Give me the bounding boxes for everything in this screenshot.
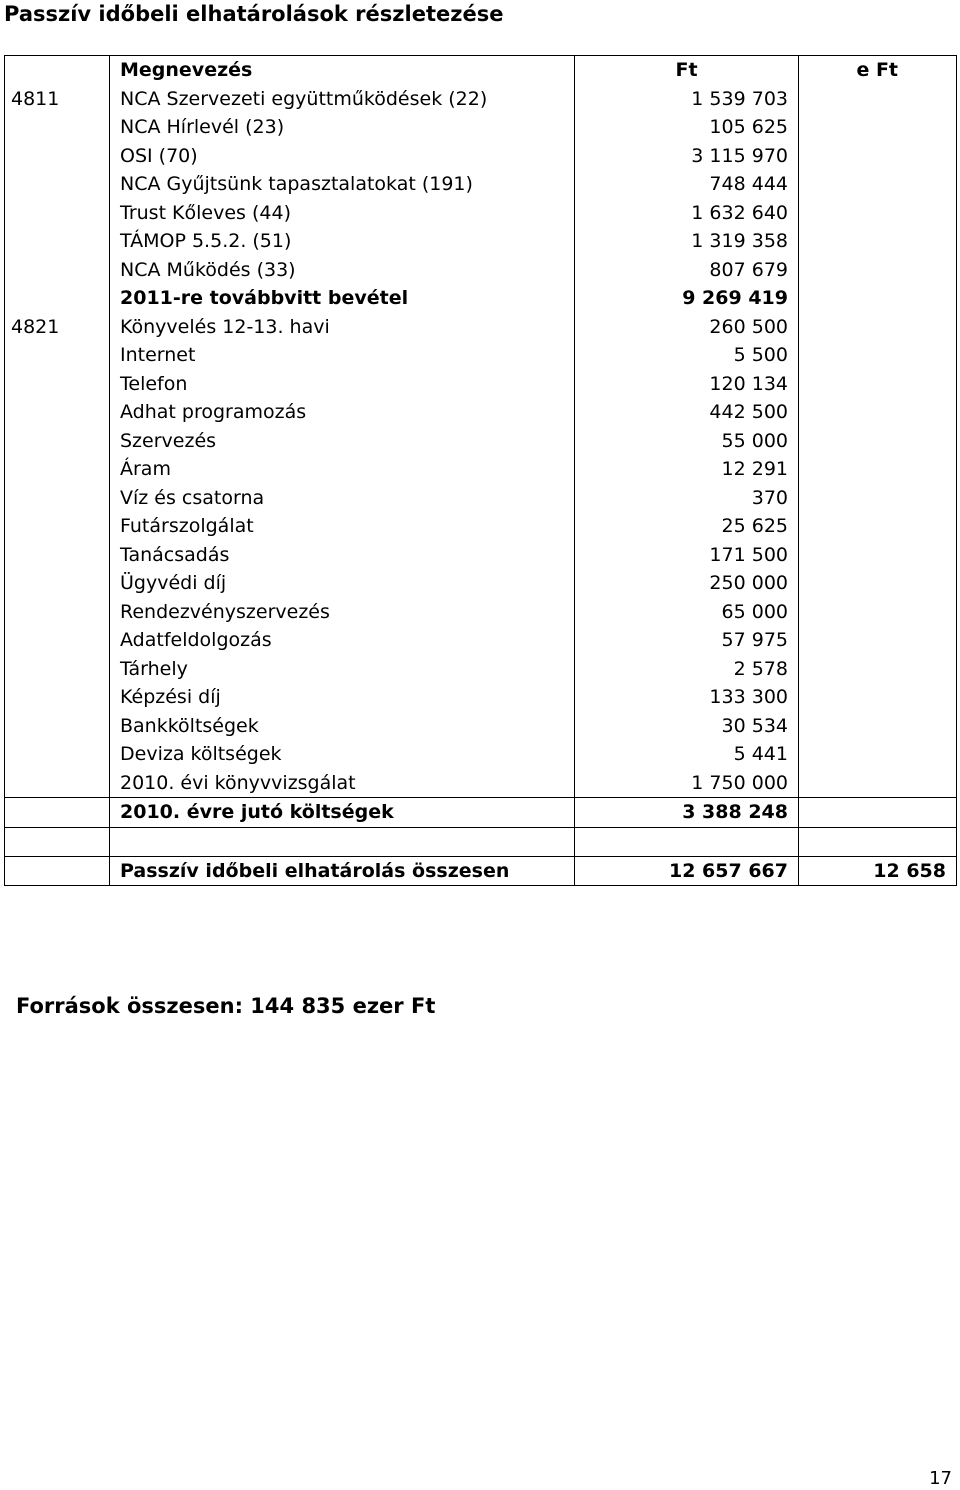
ft-cell: 105 625 <box>575 113 799 142</box>
table-header-row <box>5 56 957 85</box>
name-cell: 2010. évi könyvvizsgálat <box>110 769 575 798</box>
table-row <box>5 769 957 798</box>
name-cell: Trust Kőleves (44) <box>110 199 575 228</box>
name-cell: Futárszolgálat <box>110 512 575 541</box>
ft-cell: 25 625 <box>575 512 799 541</box>
account-cell <box>5 341 110 370</box>
eft-cell <box>799 142 957 171</box>
account-cell <box>5 798 110 828</box>
name-cell: NCA Hírlevél (23) <box>110 113 575 142</box>
total-row <box>5 857 957 886</box>
ft-cell: 1 750 000 <box>575 769 799 798</box>
name-cell: OSI (70) <box>110 142 575 171</box>
account-cell <box>5 541 110 570</box>
ft-cell: 120 134 <box>575 370 799 399</box>
account-cell <box>5 569 110 598</box>
ft-cell: 3 388 248 <box>575 798 799 828</box>
account-cell <box>5 455 110 484</box>
eft-cell <box>799 769 957 798</box>
table-row <box>5 712 957 741</box>
table-row <box>5 341 957 370</box>
total-eft-cell: 12 658 <box>799 857 957 886</box>
name-cell: Ügyvédi díj <box>110 569 575 598</box>
ft-cell: 9 269 419 <box>575 284 799 313</box>
ft-cell: 5 441 <box>575 740 799 769</box>
eft-cell <box>799 199 957 228</box>
table-row <box>5 655 957 684</box>
ft-cell: 65 000 <box>575 598 799 627</box>
eft-cell <box>799 626 957 655</box>
table-row <box>5 113 957 142</box>
ft-cell: 57 975 <box>575 626 799 655</box>
account-cell <box>5 740 110 769</box>
eft-cell <box>799 341 957 370</box>
table-row <box>5 484 957 513</box>
account-cell: 4811 <box>5 85 110 114</box>
name-cell: Víz és csatorna <box>110 484 575 513</box>
account-cell <box>5 484 110 513</box>
eft-cell <box>799 370 957 399</box>
table-row <box>5 370 957 399</box>
table-row <box>5 683 957 712</box>
eft-cell <box>799 683 957 712</box>
account-cell <box>5 683 110 712</box>
name-cell: Könyvelés 12-13. havi <box>110 313 575 342</box>
ft-cell: 442 500 <box>575 398 799 427</box>
spacer-row <box>5 827 957 857</box>
account-cell <box>5 142 110 171</box>
table-row <box>5 598 957 627</box>
eft-cell <box>799 541 957 570</box>
table-row <box>5 313 957 342</box>
account-cell <box>5 113 110 142</box>
page-number: 17 <box>929 1468 952 1489</box>
account-cell <box>5 712 110 741</box>
ft-cell: 250 000 <box>575 569 799 598</box>
sources-total: Források összesen: 144 835 ezer Ft <box>16 994 436 1018</box>
page-title: Passzív időbeli elhatárolások részletezése <box>4 2 504 26</box>
account-cell <box>5 370 110 399</box>
ft-cell: 2 578 <box>575 655 799 684</box>
table-row <box>5 455 957 484</box>
account-cell <box>5 655 110 684</box>
name-cell: Rendezvényszervezés <box>110 598 575 627</box>
table-row <box>5 227 957 256</box>
header-account <box>5 56 110 85</box>
account-cell <box>5 199 110 228</box>
ft-cell: 1 539 703 <box>575 85 799 114</box>
ft-cell: 30 534 <box>575 712 799 741</box>
account-cell: 4821 <box>5 313 110 342</box>
name-cell: Áram <box>110 455 575 484</box>
table-row <box>5 398 957 427</box>
ft-cell: 12 291 <box>575 455 799 484</box>
name-cell: Bankköltségek <box>110 712 575 741</box>
total-name-cell: Passzív időbeli elhatárolás összesen <box>110 857 575 886</box>
name-cell: Tanácsadás <box>110 541 575 570</box>
ft-cell: 370 <box>575 484 799 513</box>
name-cell: Telefon <box>110 370 575 399</box>
ft-cell: 1 632 640 <box>575 199 799 228</box>
ft-cell: 748 444 <box>575 170 799 199</box>
table-row <box>5 199 957 228</box>
name-cell: 2011-re továbbvitt bevétel <box>110 284 575 313</box>
account-cell <box>5 398 110 427</box>
eft-cell <box>799 569 957 598</box>
account-cell <box>5 769 110 798</box>
spacer-cell <box>575 827 799 857</box>
eft-cell <box>799 712 957 741</box>
eft-cell <box>799 427 957 456</box>
eft-cell <box>799 655 957 684</box>
accruals-table <box>4 55 957 886</box>
subtotal-row <box>5 798 957 828</box>
table-row <box>5 427 957 456</box>
name-cell: Képzési díj <box>110 683 575 712</box>
spacer-cell <box>5 827 110 857</box>
name-cell: Deviza költségek <box>110 740 575 769</box>
name-cell: Adhat programozás <box>110 398 575 427</box>
eft-cell <box>799 512 957 541</box>
eft-cell <box>799 484 957 513</box>
name-cell: NCA Gyűjtsünk tapasztalatokat (191) <box>110 170 575 199</box>
account-cell <box>5 284 110 313</box>
account-cell <box>5 598 110 627</box>
ft-cell: 807 679 <box>575 256 799 285</box>
eft-cell <box>799 740 957 769</box>
ft-cell: 55 000 <box>575 427 799 456</box>
ft-cell: 133 300 <box>575 683 799 712</box>
name-cell: TÁMOP 5.5.2. (51) <box>110 227 575 256</box>
eft-cell <box>799 227 957 256</box>
name-cell: NCA Működés (33) <box>110 256 575 285</box>
table-row <box>5 170 957 199</box>
spacer-cell <box>799 827 957 857</box>
ft-cell: 5 500 <box>575 341 799 370</box>
eft-cell <box>799 398 957 427</box>
table-row <box>5 512 957 541</box>
account-cell <box>5 256 110 285</box>
account-cell <box>5 512 110 541</box>
total-ft-cell: 12 657 667 <box>575 857 799 886</box>
table-row <box>5 569 957 598</box>
eft-cell <box>799 798 957 828</box>
ft-cell: 171 500 <box>575 541 799 570</box>
table-row <box>5 142 957 171</box>
table-row <box>5 740 957 769</box>
eft-cell <box>799 284 957 313</box>
account-cell <box>5 626 110 655</box>
name-cell: Internet <box>110 341 575 370</box>
eft-cell <box>799 598 957 627</box>
eft-cell <box>799 113 957 142</box>
eft-cell <box>799 256 957 285</box>
header-ft: Ft <box>575 56 799 85</box>
eft-cell <box>799 170 957 199</box>
account-cell <box>5 227 110 256</box>
table-row <box>5 626 957 655</box>
total-account-cell <box>5 857 110 886</box>
ft-cell: 260 500 <box>575 313 799 342</box>
table-row <box>5 256 957 285</box>
name-cell: Adatfeldolgozás <box>110 626 575 655</box>
ft-cell: 3 115 970 <box>575 142 799 171</box>
name-cell: 2010. évre jutó költségek <box>110 798 575 828</box>
header-name: Megnevezés <box>110 56 575 85</box>
table-row <box>5 85 957 114</box>
name-cell: Tárhely <box>110 655 575 684</box>
header-eft: e Ft <box>799 56 957 85</box>
name-cell: NCA Szervezeti együttműködések (22) <box>110 85 575 114</box>
name-cell: Szervezés <box>110 427 575 456</box>
ft-cell: 1 319 358 <box>575 227 799 256</box>
eft-cell <box>799 455 957 484</box>
account-cell <box>5 170 110 199</box>
eft-cell <box>799 85 957 114</box>
table-row <box>5 541 957 570</box>
spacer-cell <box>110 827 575 857</box>
eft-cell <box>799 313 957 342</box>
account-cell <box>5 427 110 456</box>
subtotal-row <box>5 284 957 313</box>
